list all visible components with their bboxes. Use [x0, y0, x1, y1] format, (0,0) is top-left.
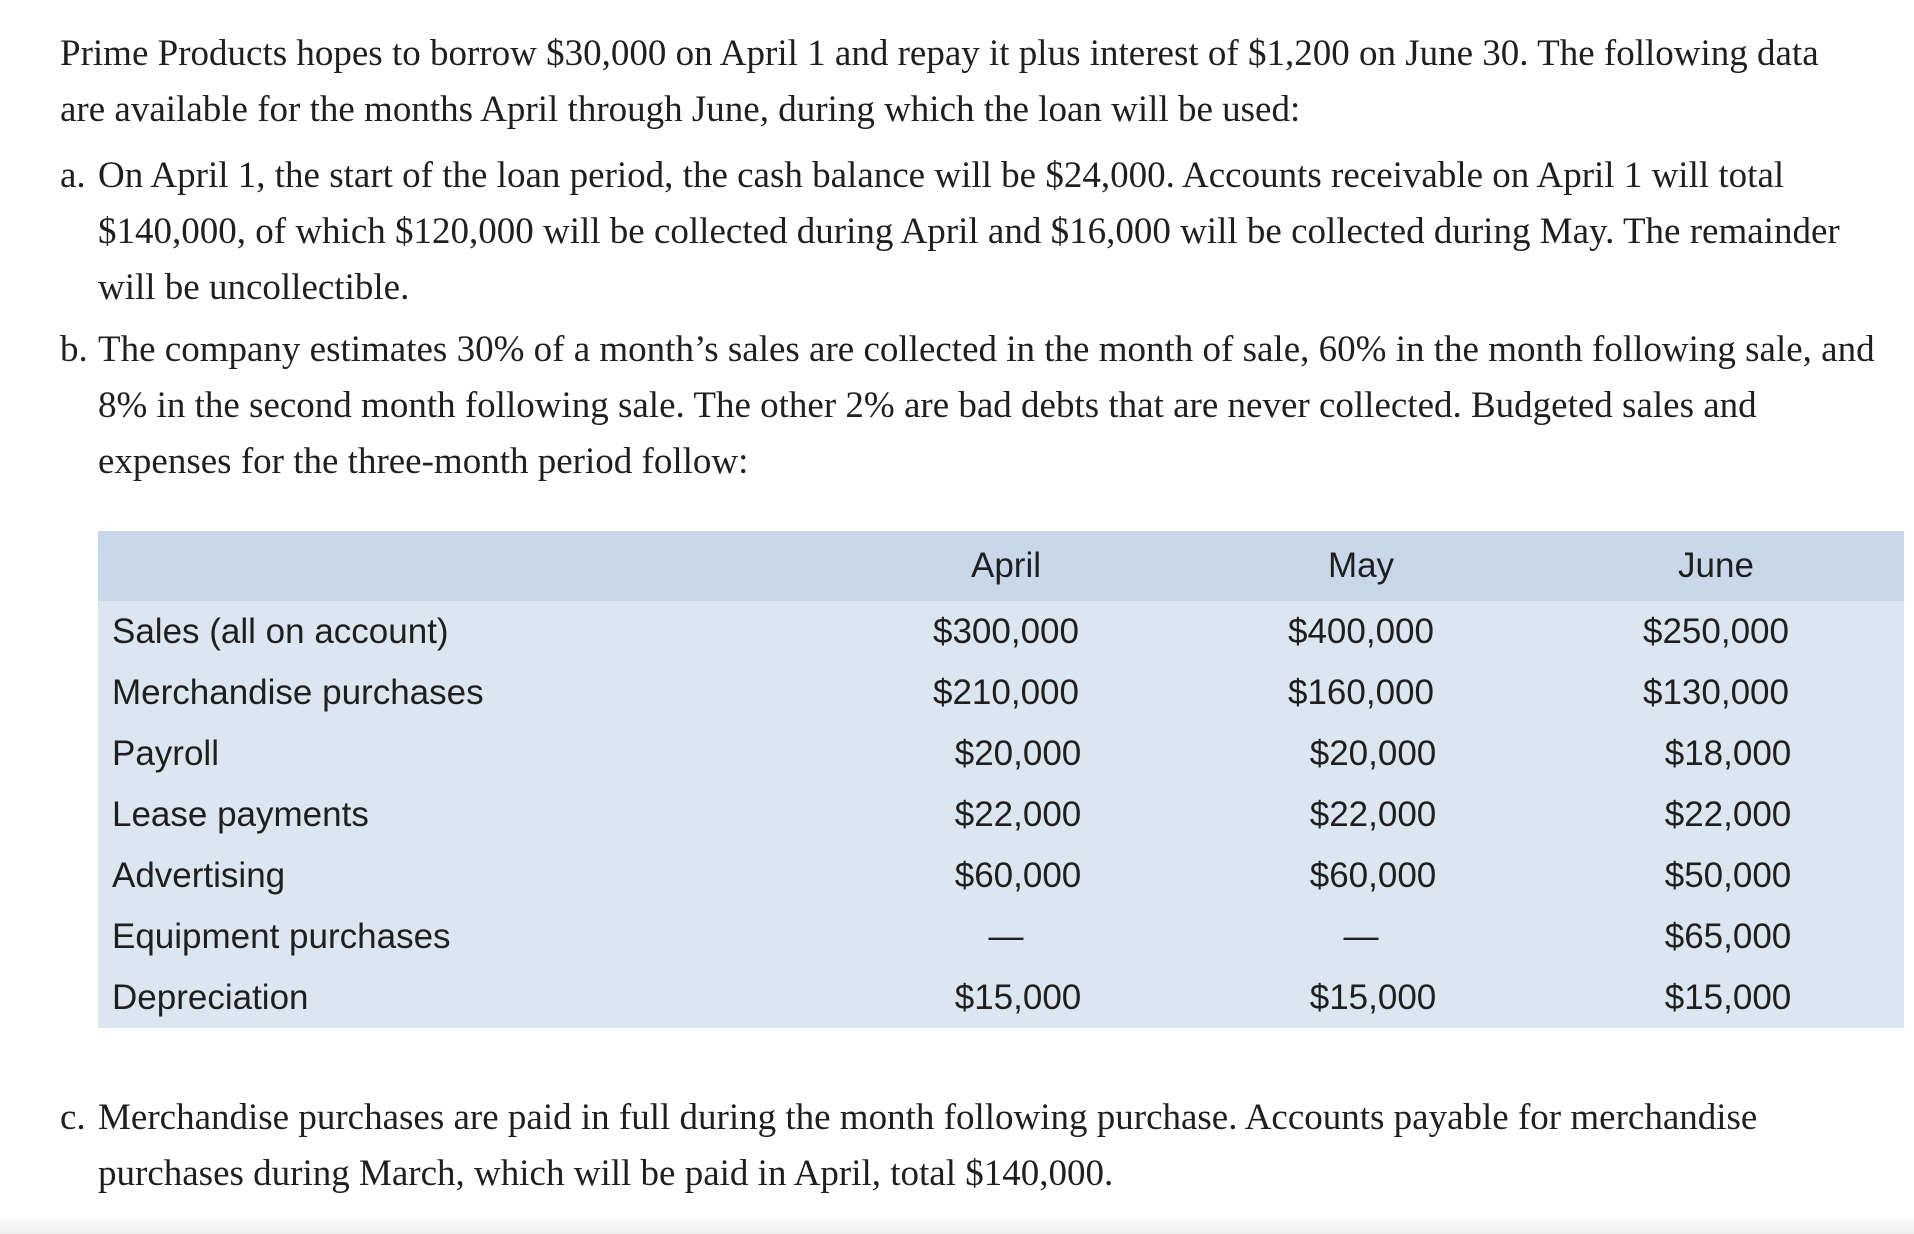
header-june: June — [1678, 546, 1754, 585]
cell-april: $22,000 — [954, 795, 1082, 834]
cell-april: $20,000 — [954, 734, 1082, 773]
row-label: Sales (all on account) — [112, 612, 449, 651]
cell-may: $400,000 — [1288, 612, 1434, 651]
item-text-line: will be uncollectible. — [98, 267, 410, 308]
intro-paragraph — [60, 26, 1890, 138]
item-text-line: Merchandise purchases are paid in full during the month following purchase. Accounts payable for merchandise — [98, 1097, 1758, 1138]
item-text-line: The company estimates 30% of a month’s sales are collected in the month of sale, 60% in the month following sale, and — [98, 329, 1875, 370]
cell-june: $50,000 — [1664, 856, 1792, 895]
row-label: Advertising — [112, 856, 286, 895]
item-text-line: 8% in the second month following sale. The other 2% are bad debts that are never collected. Budgeted sales and — [98, 385, 1757, 426]
intro-line: are available for the months April through June, during which the loan will be used: — [60, 89, 1301, 130]
table-row — [98, 662, 1904, 723]
cell-may: $160,000 — [1288, 673, 1434, 712]
row-label: Merchandise purchases — [112, 673, 484, 712]
table-row — [98, 906, 1904, 967]
row-label: Lease payments — [112, 795, 369, 834]
cell-june: $22,000 — [1664, 795, 1792, 834]
item-c — [60, 1090, 1900, 1202]
table-row — [98, 601, 1904, 662]
table-row — [98, 967, 1904, 1028]
table-row — [98, 784, 1904, 845]
row-label: Payroll — [112, 734, 219, 773]
cell-april: $300,000 — [933, 612, 1079, 651]
cell-june: $18,000 — [1664, 734, 1792, 773]
item-b — [60, 322, 1900, 490]
item-text-line: $140,000, of which $120,000 will be collected during April and $16,000 will be collected during May. The remainder — [98, 211, 1840, 252]
cell-june: $65,000 — [1664, 917, 1792, 956]
cell-june: $15,000 — [1664, 978, 1792, 1017]
row-label: Equipment purchases — [112, 917, 451, 956]
cell-june: $250,000 — [1643, 612, 1789, 651]
table-row — [98, 723, 1904, 784]
item-text-line: On April 1, the start of the loan period, the cash balance will be $24,000. Accounts receivable on April 1 will total — [98, 155, 1785, 196]
cell-may: $60,000 — [1309, 856, 1437, 895]
item-a — [60, 148, 1900, 316]
cell-april: — — [988, 917, 1024, 956]
table-header — [98, 531, 1904, 601]
item-marker: c. — [60, 1097, 86, 1138]
header-april: April — [970, 546, 1042, 585]
table-row — [98, 845, 1904, 906]
cell-april: $60,000 — [954, 856, 1082, 895]
cell-may: $15,000 — [1309, 978, 1437, 1017]
budget-table — [98, 531, 1904, 1028]
cell-may: $20,000 — [1309, 734, 1437, 773]
header-may: May — [1327, 546, 1395, 585]
item-marker: a. — [60, 155, 86, 196]
item-text-line: purchases during March, which will be paid in April, total $140,000. — [98, 1153, 1114, 1194]
cell-april: $15,000 — [954, 978, 1082, 1017]
bottom-edge-shadow — [0, 1214, 1914, 1234]
item-text-line: expenses for the three-month period follow: — [98, 441, 749, 482]
cell-may: $22,000 — [1309, 795, 1437, 834]
item-marker: b. — [60, 329, 88, 370]
cell-may: — — [1343, 917, 1379, 956]
row-label: Depreciation — [112, 978, 309, 1017]
cell-june: $130,000 — [1643, 673, 1789, 712]
cell-april: $210,000 — [933, 673, 1079, 712]
intro-line: Prime Products hopes to borrow $30,000 on April 1 and repay it plus interest of $1,200 on June 30. The following data — [60, 33, 1819, 74]
